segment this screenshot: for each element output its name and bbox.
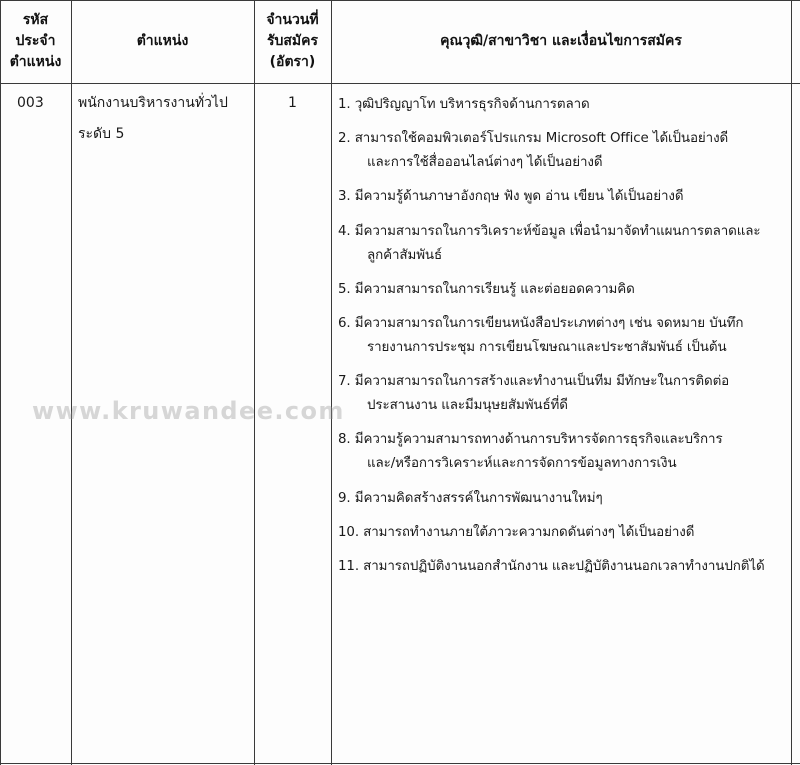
requirement-line: 5. มีความสามารถในการเรียนรู้ และต่อยอดความคิด [338, 281, 635, 297]
position-title: พนักงานบริหารงานทั่วไป [78, 95, 228, 111]
requirement-item [338, 220, 796, 268]
requirement-line: 1. วุฒิปริญญาโท บริหารธุรกิจด้านการตลาด [338, 97, 590, 112]
requirement-line: ลูกค้าสัมพันธ์ [367, 247, 443, 263]
requirement-line: รายงานการประชุม การเขียนโฆษณาและประชาสัมพันธ์ เป็นต้น [367, 339, 727, 355]
table-border-bottom [0, 763, 800, 764]
header-qualifications: คุณวุฒิ/สาขาวิชา และเงื่อนไขการสมัคร [440, 33, 682, 49]
requirement-item [338, 521, 796, 545]
requirement-line: และการใช้สื่อออนไลน์ต่างๆ ได้เป็นอย่างดี [367, 155, 603, 171]
requirement-item [338, 278, 796, 302]
watermark: www.kruwandee.com [32, 397, 345, 425]
requirement-line: 3. มีความรู้ด้านภาษาอังกฤษ ฟัง พูด อ่าน เขียน ได้เป็นอย่างดี [338, 189, 684, 205]
position-count: 1 [288, 95, 297, 111]
column-divider [331, 0, 332, 765]
requirement-line: 4. มีความสามารถในการวิเคราะห์ข้อมูล เพื่อนำมาจัดทำแผนการตลาดและ [338, 223, 761, 239]
column-divider [254, 0, 255, 765]
requirement-item [338, 555, 796, 579]
requirement-item [338, 127, 796, 175]
requirement-line: 9. มีความคิดสร้างสรรค์ในการพัฒนางานใหม่ๆ [338, 490, 603, 506]
position-level: ระดับ 5 [78, 126, 125, 142]
requirement-line: 7. มีความสามารถในการสร้างและทำงานเป็นทีม มีทักษะในการติดต่อ [338, 374, 730, 390]
header-position: ตำแหน่ง [136, 33, 189, 49]
requirement-line: 2. สามารถใช้คอมพิวเตอร์โปรแกรม Microsoft Office ได้เป็นอย่างดี [338, 131, 729, 147]
requirement-line: 8. มีความรู้ความสามารถทางด้านการบริหารจัดการธุรกิจและบริการ [338, 432, 723, 448]
requirement-item [338, 185, 796, 209]
header-count: จำนวนที่ รับสมัคร (อัตรา) [266, 12, 319, 70]
requirement-line: 10. สามารถทำงานภายใต้ภาวะความกดดันต่างๆ ได้เป็นอย่างดี [338, 524, 695, 540]
requirement-item [338, 312, 796, 360]
position-code: 003 [17, 95, 44, 111]
requirement-item [338, 93, 796, 117]
header-divider [0, 83, 800, 84]
requirement-item [338, 370, 796, 418]
requirement-item [338, 487, 796, 511]
header-code: รหัส ประจำ ตำแหน่ง [9, 12, 62, 70]
requirements-list [338, 93, 796, 589]
table-border-left [0, 0, 1, 765]
column-divider [71, 0, 72, 765]
requirement-line: 11. สามารถปฏิบัติงานนอกสำนักงาน และปฏิบัติงานนอกเวลาทำงานปกติได้ [338, 558, 765, 574]
requirement-line: 6. มีความสามารถในการเขียนหนังสือประเภทต่างๆ เช่น จดหมาย บันทึก [338, 315, 744, 331]
requirement-line: ประสานงาน และมีมนุษยสัมพันธ์ที่ดี [367, 398, 568, 414]
requirement-line: และ/หรือการวิเคราะห์และการจัดการข้อมูลทางการเงิน [367, 456, 677, 472]
requirement-item [338, 428, 796, 476]
